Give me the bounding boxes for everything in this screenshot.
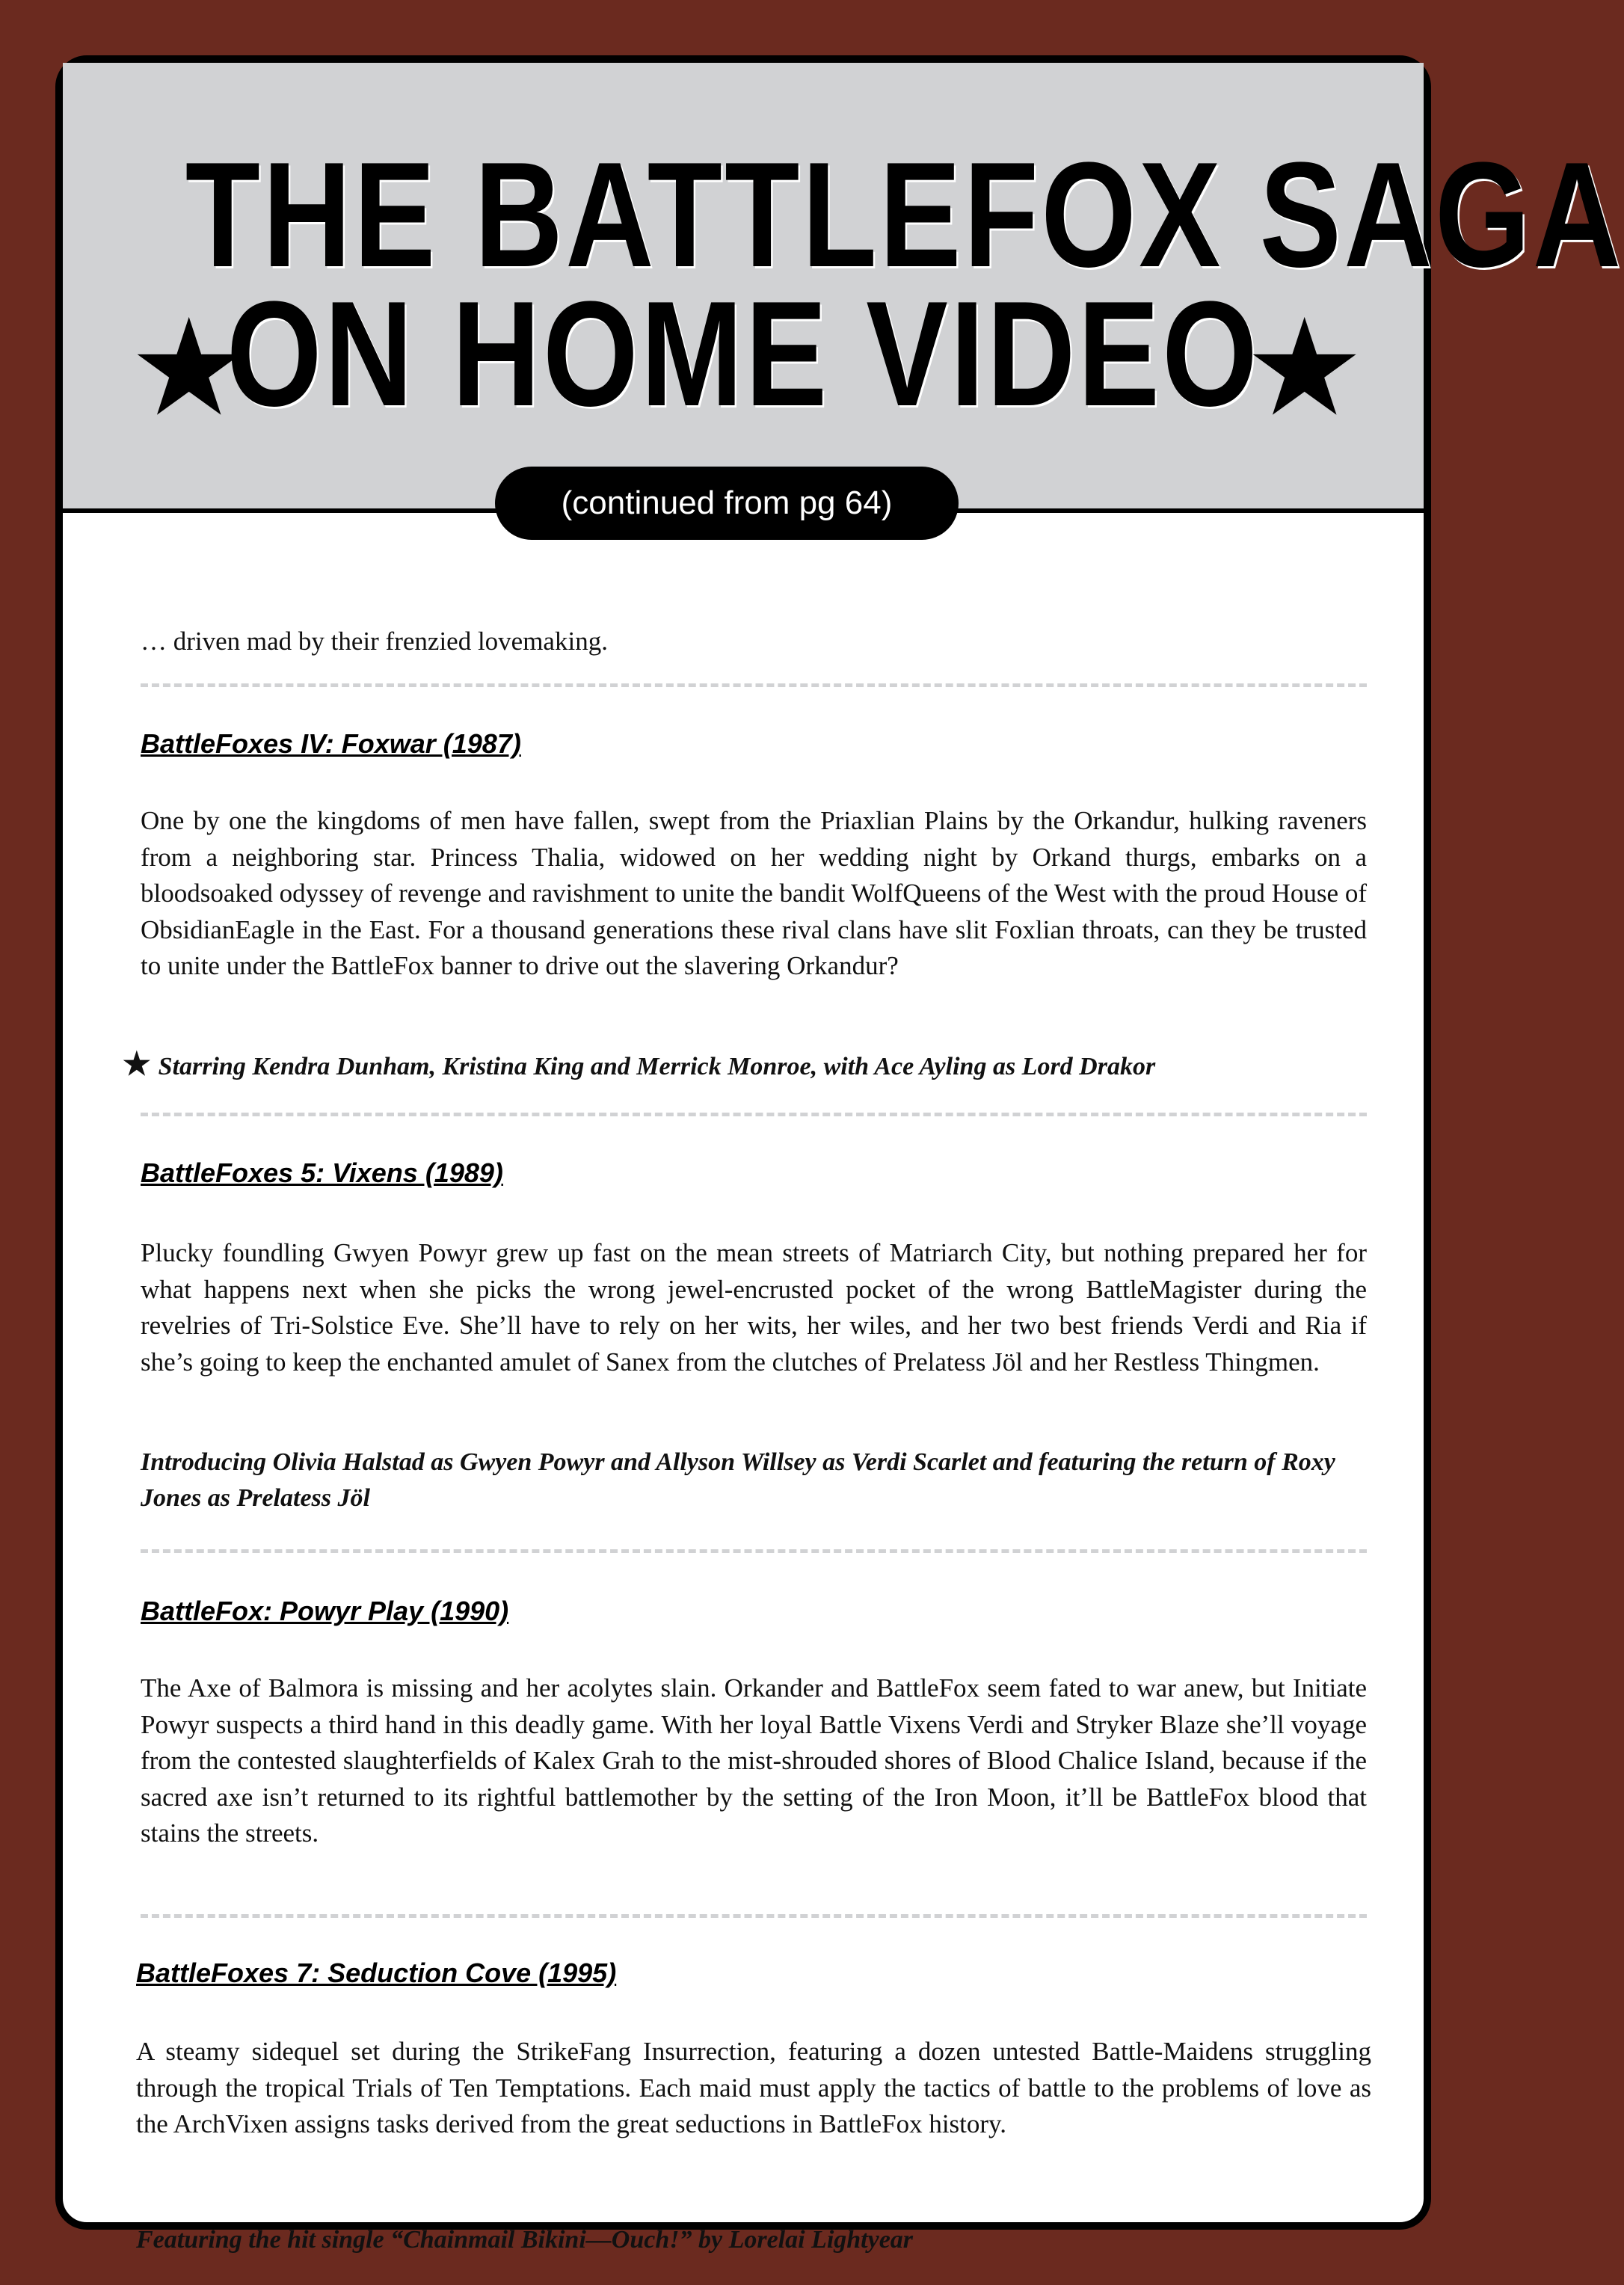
entry-credit: [123, 1047, 1349, 1085]
credit-text: Starring Kendra Dunham, Kristina King and Merrick Monroe, with Ace Ayling as Lord Drakor: [158, 1053, 1156, 1080]
divider: [141, 1113, 1367, 1116]
continued-badge: (continued from pg 64): [495, 467, 959, 540]
entry-title: BattleFoxes 5: Vixens (1989): [141, 1157, 503, 1188]
star-icon: ★: [1244, 295, 1365, 443]
article-card: [55, 55, 1624, 2254]
divider: [141, 1549, 1367, 1553]
entry-body: A steamy sidequel set during the StrikeFang Insurrection, featuring a dozen untested Battle-Maidens struggling through the tropical Trials of Ten Temptations. Each maid must apply the tactics of battle to the problems of love as the ArchVixen assigns tasks derived from the great seductions in BattleFox history.: [136, 2037, 1371, 2138]
entry-body: One by one the kingdoms of men have fallen, swept from the Priaxlian Plains by the Orkandur, hulking raveners from a neighboring star. Princess Thalia, widowed on her wedding night by Orkand thurgs, embarks on a bloodsoaked odyssey of revenge and ravishment to unite the bandit WolfQueens of the West with the proud House of ObsidianEagle in the East. For a thousand generations these rival clans have slit Foxlian throats, can they be trusted to unite under the BattleFox banner to drive out the slavering Orkandur?: [141, 806, 1367, 980]
entry-title: BattleFoxes 7: Seduction Cove (1995): [136, 1958, 617, 1988]
entry-credit: Featuring the hit single “Chainmail Bikini—Ouch!” by Lorelai Lightyear: [136, 2226, 914, 2254]
star-icon: ★: [129, 295, 250, 443]
divider: [141, 1914, 1367, 1918]
title-line-2: ON HOME VIDEO: [226, 271, 1261, 437]
star-icon: ★: [123, 1048, 151, 1082]
entry-body: Plucky foundling Gwyen Powyr grew up fast on the mean streets of Matriarch City, but nothing prepared her for what happens next when she picks the wrong jewel-encrusted pocket of the wrong BattleMagister during the revelries of Tri-Solstice Eve. She’ll have to rely on her wits, her wiles, and her two best friends Verdi and Ria if she’s going to keep the enchanted amulet of Sanex from the clutches of Prelatess Jöl and her Restless Thingmen.: [141, 1238, 1367, 1377]
entry-title: BattleFoxes IV: Foxwar (1987): [141, 728, 521, 759]
title-line-1: THE BATTLEFOX SAGA: [185, 132, 1624, 298]
entry-title: BattleFox: Powyr Play (1990): [141, 1596, 509, 1626]
divider: [141, 683, 1367, 687]
entry-body: The Axe of Balmora is missing and her acolytes slain. Orkander and BattleFox seem fated to war anew, but Initiate Powyr suspects a third hand in this deadly game. With her loyal Battle Vixens Verdi and Stryker Blaze she’ll voyage from the contested slaughterfields of Kalex Grah to the mist-shrouded shores of Blood Chalice Island, because if the sacred axe isn’t returned to its rightful battlemother by the setting of the Iron Moon, it’ll be BattleFox blood that stains the streets.: [141, 1673, 1367, 1848]
lead-text: … driven mad by their frenzied lovemaking.: [141, 627, 608, 656]
header-panel: [63, 63, 1624, 513]
entry-credit: Introducing Olivia Halstad as Gwyen Powyr and Allyson Willsey as Verdi Scarlet and featuring the return of Roxy Jones as Prelatess Jöl: [141, 1448, 1335, 1512]
